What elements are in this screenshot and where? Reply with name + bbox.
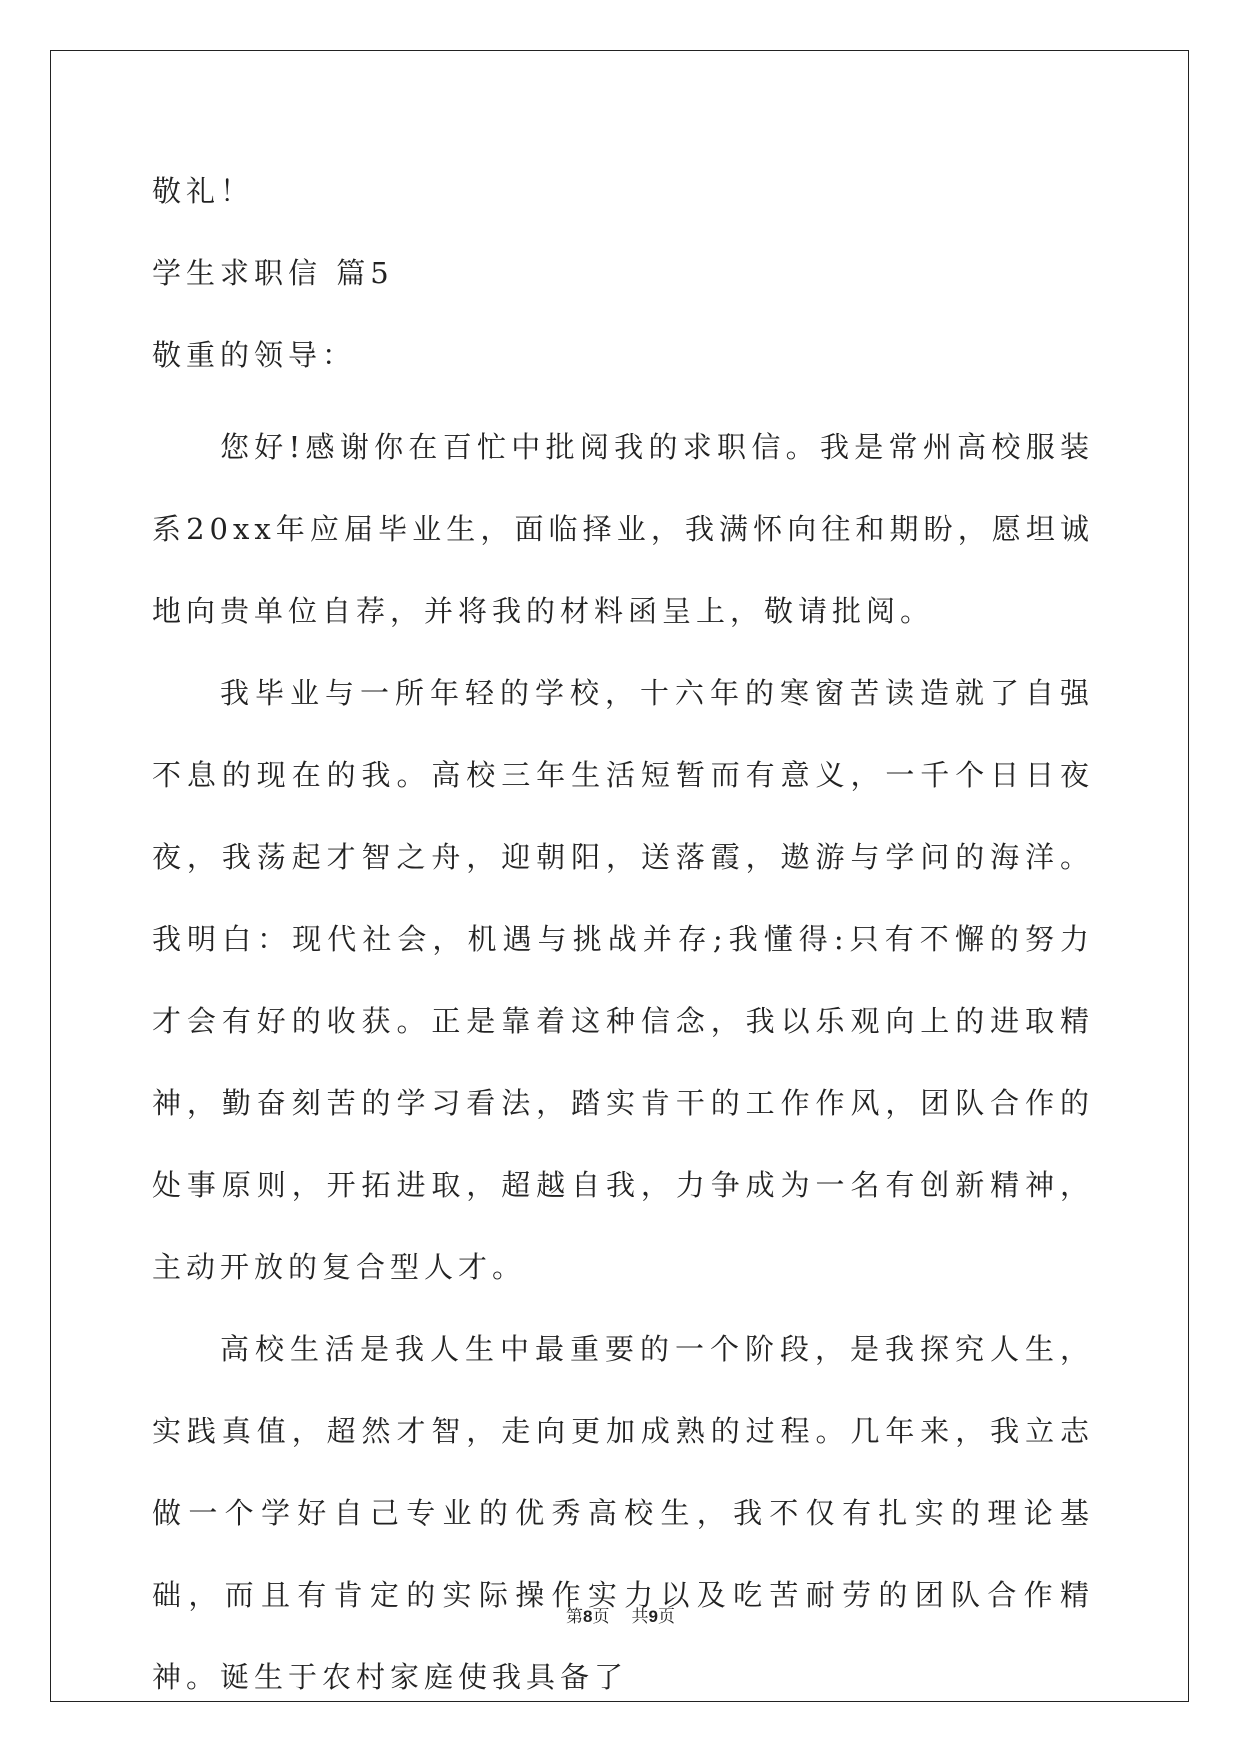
page-footer	[0, 1602, 1241, 1627]
salutation: 敬重的领导：	[152, 338, 357, 372]
total-prefix: 共	[631, 1607, 649, 1627]
total-unit: 页	[657, 1607, 675, 1627]
page-current: 8	[583, 1607, 593, 1626]
page-unit: 页	[592, 1607, 610, 1627]
page-prefix: 第	[566, 1607, 584, 1627]
document-body	[152, 160, 1094, 1718]
paragraph-2: 我毕业与一所年轻的学校，十六年的寒窗苦读造就了自强不息的现在的我。高校三年生活短暂而有意义，一千个日日夜夜，我荡起才智之舟，迎朝阳，送落霞，遨游与学问的海洋。我明白：现代社会，机遇与挑战并存;我懂得:只有不懈的努力才会有好的收获。正是靠着这种信念，我以乐观向上的进取精神，勤奋刻苦的学习看法，踏实肯干的工作作风，团队合作的处事原则，开拓进取，超越自我，力争成为一名有创新精神，主动开放的复合型人才。	[152, 676, 1094, 1284]
paragraph-3: 高校生活是我人生中最重要的一个阶段，是我探究人生，实践真值，超然才智，走向更加成熟的过程。几年来，我立志做一个学好自己专业的优秀高校生，我不仅有扎实的理论基础，而且有肯定的实际操作实力以及吃苦耐劳的团队合作精神。诞生于农村家庭使我具备了	[152, 1332, 1094, 1694]
closing-line: 敬礼！	[152, 174, 255, 208]
page-total: 9	[648, 1607, 658, 1626]
paragraph-1: 您好!感谢你在百忙中批阅我的求职信。我是常州高校服装系20xx年应届毕业生，面临择业，我满怀向往和期盼，愿坦诚地向贵单位自荐，并将我的材料函呈上，敬请批阅。	[152, 430, 1094, 628]
section-title: 学生求职信 篇5	[152, 256, 394, 290]
